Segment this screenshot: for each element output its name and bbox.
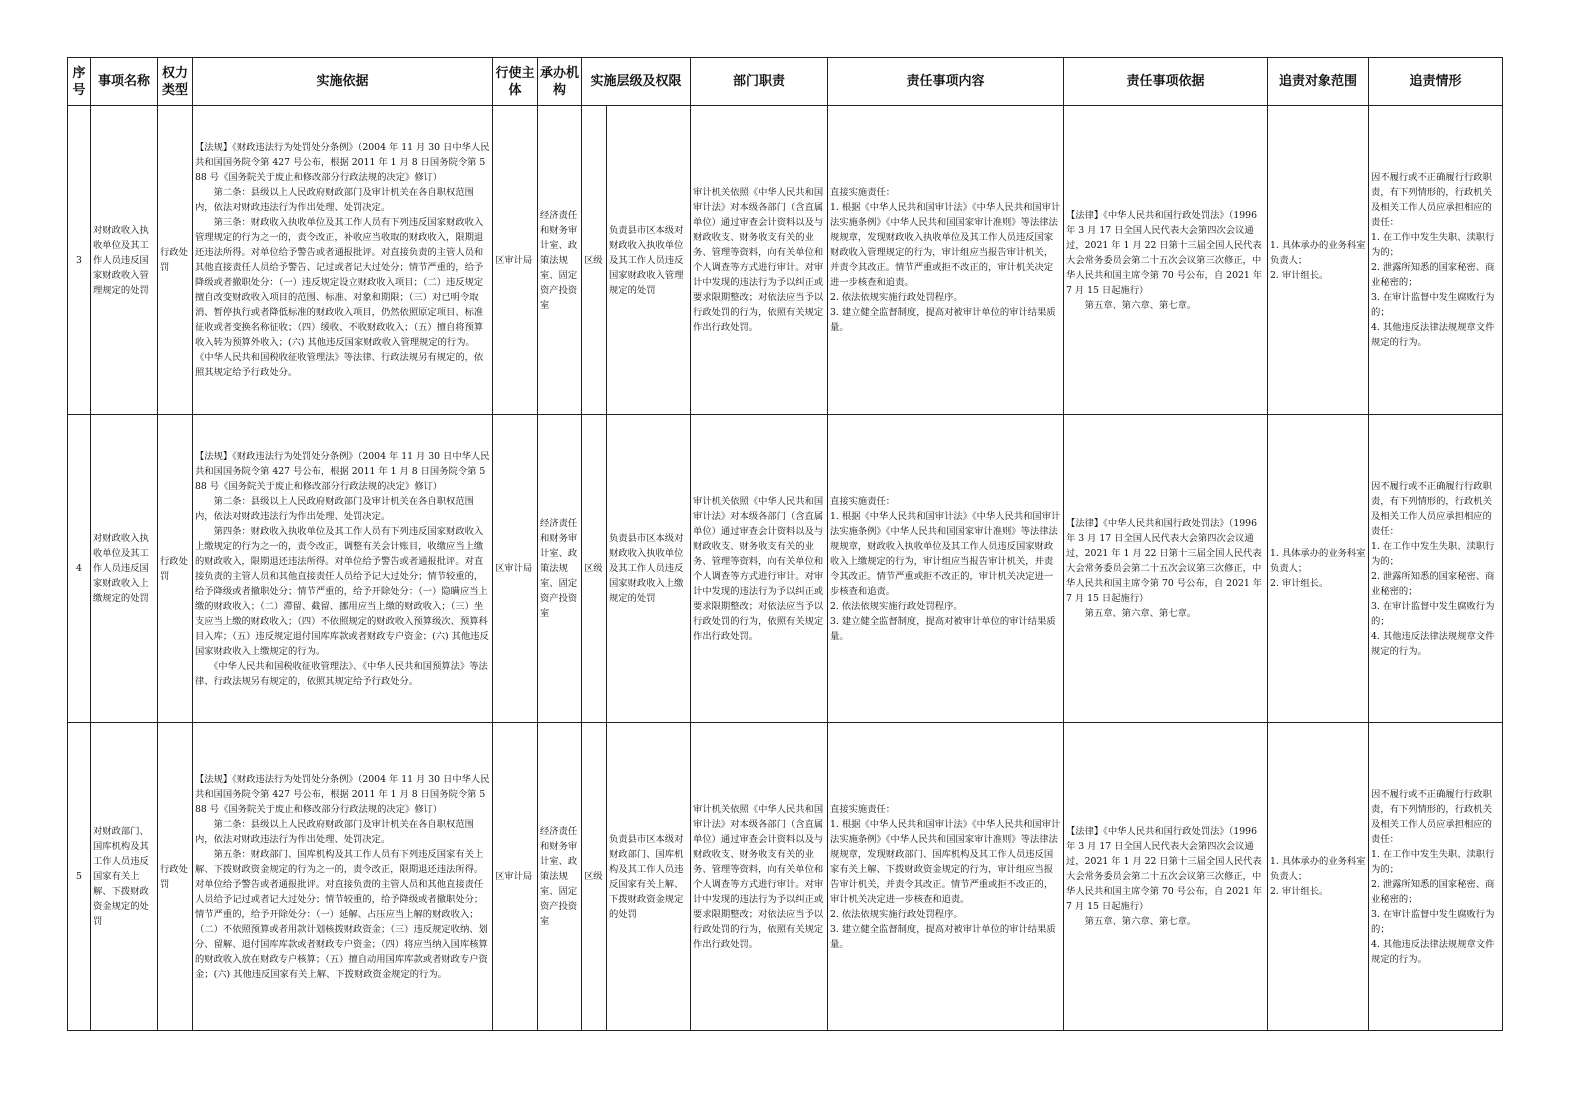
row-seq: 3 <box>68 106 91 415</box>
row-subject: 区审计局 <box>493 106 538 415</box>
resp-basis-line: 第五章、第六章、第七章。 <box>1066 608 1197 619</box>
situation-line: 因不履行或不正确履行行政职责，有下列情形的，行政机关及相关工作人员应承担相应的责任： <box>1371 172 1492 228</box>
row-dept: 经济责任和财务审计室、政策法规室、固定资产投资室 <box>538 415 582 723</box>
situation-line: 4. 其他违反法律法规规章文件规定的行为。 <box>1371 938 1495 965</box>
row-power-type: 行政处罚 <box>158 415 193 723</box>
scope-line: 2. 审计组长。 <box>1270 269 1329 281</box>
table-header-row <box>68 58 1503 106</box>
row-duty: 审计机关依照《中华人民共和国审计法》对本级各部门（含直属单位）通过审查会计资料以及与财政收支、财务收支有关的业务、管理等资料，向有关单位和个人调查等方式进行审计。对审计中发现的违法行为予以纠正或要求限期整改；对依法应当予以行政处罚的行为，依照有关规定作出行政处罚。 <box>691 723 828 1031</box>
resp-content-line: 3. 建立健全监督制度，提高对被审计单位的审计结果质量。 <box>830 307 1056 333</box>
basis-para: 《中华人民共和国税收征收管理法》等法律、行政法规另有规定的，依照其规定给予行政处分。 <box>195 352 484 378</box>
basis-para: 【法规】《财政违法行为处罚处分条例》（2004 年 11 月 30 日中华人民共和国国务院令第 427 号公布，根据 2011 年 1 月 8 日国务院令第 588 号《国务院关于废止和修改部分行政法规的决定》修订） <box>195 450 490 492</box>
header-basis: 实施依据 <box>193 58 493 106</box>
basis-para: 【法规】《财政违法行为处罚处分条例》（2004 年 11 月 30 日中华人民共和国国务院令第 427 号公布，根据 2011 年 1 月 8 日国务院令第 588 号《国务院关于废止和修改部分行政法规的决定》修订） <box>195 773 490 815</box>
row-authority: 负责县市区本级对财政收入执收单位及其工作人员违反国家财政收入上缴规定的处罚 <box>607 415 691 723</box>
row-power-type: 行政处罚 <box>158 723 193 1031</box>
row-subject: 区审计局 <box>493 723 538 1031</box>
basis-para: 第二条：县级以上人民政府财政部门及审计机关在各自职权范围内，依法对财政违法行为作出处理、处罚决定。 <box>195 495 474 522</box>
resp-content-line: 直接实施责任： <box>830 803 896 815</box>
resp-basis-line: 第五章、第六章、第七章。 <box>1066 916 1197 927</box>
power-list-table <box>67 57 1503 1031</box>
situation-line: 4. 其他违反法律法规规章文件规定的行为。 <box>1371 322 1495 348</box>
situation-line: 3. 在审计监督中发生腐败行为的； <box>1371 292 1495 318</box>
resp-content-line: 1. 根据《中华人民共和国审计法》《中华人民共和国审计法实施条例》《中华人民共和国国家审计准则》等法律法规规章，发现财政部门、国库机构及其工作人员违反国家有关上解、下拨财政资金规定的行为，审计组应当报告审计机关，并责令其改正。情节严重或拒不改正的，审计机关决定进一步核查和追责。 <box>830 818 1061 905</box>
row-resp-basis <box>1064 723 1268 1031</box>
row-seq: 4 <box>68 415 91 723</box>
resp-content-line: 2. 依法依规实施行政处罚程序。 <box>830 600 963 612</box>
basis-para: 【法规】《财政违法行为处罚处分条例》（2004 年 11 月 30 日中华人民共和国国务院令第 427 号公布，根据 2011 年 1 月 8 日国务院令第 588 号《国务院关于废止和修改部分行政法规的决定》修订） <box>195 142 490 183</box>
row-dept: 经济责任和财务审计室、政策法规室、固定资产投资室 <box>538 723 582 1031</box>
resp-basis-line: 【法律】《中华人民共和国行政处罚法》（1996 年 3 月 17 日全国人民代表大会第四次会议通过，2021 年 1 月 22 日第十三届全国人民代表大会常务委员会第二十五次会议第三次修正，中华人民共和国主席令第 70 号公布，自 2021 年 7 月 15 日起施行） <box>1066 209 1266 296</box>
row-scope <box>1268 106 1369 415</box>
resp-content-line: 直接实施责任： <box>830 187 896 198</box>
table-row <box>68 106 1503 415</box>
row-duty: 审计机关依照《中华人民共和国审计法》对本级各部门（含直属单位）通过审查会计资料以及与财政收支、财务收支有关的业务、管理等资料，向有关单位和个人调查等方式进行审计。对审计中发现的违法行为予以纠正或要求限期整改；对依法应当予以行政处罚的行为，依照有关规定作出行政处罚。 <box>691 106 828 415</box>
row-basis <box>193 106 493 415</box>
row-item-name: 对财政收入执收单位及其工作人员违反国家财政收入管理规定的处罚 <box>91 106 158 415</box>
resp-content-line: 1. 根据《中华人民共和国审计法》《中华人民共和国审计法实施条例》《中华人民共和国国家审计准则》等法律法规规章，发现财政收入执收单位及其工作人员违反国家财政收入管理规定的行为，审计组应当报告审计机关，并责令其改正。情节严重或拒不改正的，审计机关决定进一步核查和追责。 <box>830 202 1061 288</box>
resp-content-line: 3. 建立健全监督制度，提高对被审计单位的审计结果质量。 <box>830 923 1056 950</box>
row-basis <box>193 415 493 723</box>
scope-line: 2. 审计组长。 <box>1270 886 1329 897</box>
row-duty: 审计机关依照《中华人民共和国审计法》对本级各部门（含直属单位）通过审查会计资料以及与财政收支、财务收支有关的业务、管理等资料，向有关单位和个人调查等方式进行审计。对审计中发现的违法行为予以纠正或要求限期整改；对依法应当予以行政处罚的行为，依照有关规定作出行政处罚。 <box>691 415 828 723</box>
table-row <box>68 723 1503 1031</box>
row-subject: 区审计局 <box>493 415 538 723</box>
resp-basis-line: 【法律】《中华人民共和国行政处罚法》（1996 年 3 月 17 日全国人民代表大会第四次会议通过，2021 年 1 月 22 日第十三届全国人民代表大会常务委员会第二十五次会议第三次修正，中华人民共和国主席令第 70 号公布，自 2021 年 7 月 15 日起施行） <box>1066 826 1266 912</box>
row-dept: 经济责任和财务审计室、政策法规室、固定资产投资室 <box>538 106 582 415</box>
table-row <box>68 415 1503 723</box>
situation-line: 3. 在审计监督中发生腐败行为的； <box>1371 600 1495 627</box>
basis-para: 第二条：县级以上人民政府财政部门及审计机关在各自职权范围内，依法对财政违法行为作出处理、处罚决定。 <box>195 187 474 213</box>
header-power-type: 权力类型 <box>158 58 193 106</box>
row-power-type: 行政处罚 <box>158 106 193 415</box>
situation-line: 3. 在审计监督中发生腐败行为的； <box>1371 908 1495 935</box>
row-level: 区级 <box>582 415 607 723</box>
row-situation <box>1369 415 1503 723</box>
row-level: 区级 <box>582 106 607 415</box>
resp-basis-line: 【法律】《中华人民共和国行政处罚法》（1996 年 3 月 17 日全国人民代表大会第四次会议通过，2021 年 1 月 22 日第十三届全国人民代表大会常务委员会第二十五次会议第三次修正，中华人民共和国主席令第 70 号公布，自 2021 年 7 月 15 日起施行） <box>1066 518 1266 604</box>
basis-para: 第二条：县级以上人民政府财政部门及审计机关在各自职权范围内，依法对财政违法行为作出处理、处罚决定。 <box>195 818 474 845</box>
header-seq: 序号 <box>68 58 91 106</box>
row-resp-content <box>828 415 1064 723</box>
row-resp-basis <box>1064 106 1268 415</box>
row-resp-content <box>828 723 1064 1031</box>
situation-line: 1. 在工作中发生失职、渎职行为的； <box>1371 540 1495 567</box>
resp-content-line: 2. 依法依规实施行政处罚程序。 <box>830 292 963 303</box>
resp-content-line: 1. 根据《中华人民共和国审计法》《中华人民共和国审计法实施条例》《中华人民共和国国家审计准则》等法律法规规章，财政收入执收单位及其工作人员违反国家财政收入上缴规定的行为，审计组应当报告审计机关，并责令其改正。情节严重或拒不改正的，审计机关决定进一步核查和追责。 <box>830 510 1061 597</box>
resp-content-line: 3. 建立健全监督制度，提高对被审计单位的审计结果质量。 <box>830 615 1056 642</box>
header-item-name: 事项名称 <box>91 58 158 106</box>
situation-line: 1. 在工作中发生失职、渎职行为的； <box>1371 232 1495 258</box>
row-authority: 负责县市区本级对财政部门、国库机构及其工作人员违反国家有关上解、下拨财政资金规定的处罚 <box>607 723 691 1031</box>
situation-line: 因不履行或不正确履行行政职责，有下列情形的，行政机关及相关工作人员应承担相应的责任： <box>1371 788 1492 845</box>
resp-basis-line: 第五章、第六章、第七章。 <box>1066 299 1197 311</box>
header-situation: 追责情形 <box>1369 58 1503 106</box>
row-situation <box>1369 723 1503 1031</box>
row-item-name: 对财政收入执收单位及其工作人员违反国家财政收入上缴规定的处罚 <box>91 415 158 723</box>
basis-para: 《中华人民共和国税收征收管理法》、《中华人民共和国预算法》等法律、行政法规另有规定的，依照其规定给予行政处分。 <box>195 660 488 687</box>
row-resp-content <box>828 106 1064 415</box>
scope-line: 2. 审计组长。 <box>1270 578 1329 589</box>
header-resp-content: 责任事项内容 <box>828 58 1064 106</box>
situation-line: 2. 泄露所知悉的国家秘密、商业秘密的； <box>1371 262 1495 288</box>
row-level: 区级 <box>582 723 607 1031</box>
resp-content-line: 直接实施责任： <box>830 495 896 507</box>
row-resp-basis <box>1064 415 1268 723</box>
scope-line: 1. 具体承办的业务科室负责人； <box>1270 548 1366 574</box>
row-authority: 负责县市区本级对财政收入执收单位及其工作人员违反国家财政收入管理规定的处罚 <box>607 106 691 415</box>
resp-content-line: 2. 依法依规实施行政处罚程序。 <box>830 908 963 920</box>
scope-line: 1. 具体承办的业务科室负责人； <box>1270 239 1366 266</box>
row-seq: 5 <box>68 723 91 1031</box>
header-dept: 承办机构 <box>538 58 582 106</box>
situation-line: 1. 在工作中发生失职、渎职行为的； <box>1371 848 1495 875</box>
situation-line: 因不履行或不正确履行行政职责，有下列情形的，行政机关及相关工作人员应承担相应的责任： <box>1371 480 1492 537</box>
row-basis <box>193 723 493 1031</box>
header-subject: 行使主体 <box>493 58 538 106</box>
header-resp-basis: 责任事项依据 <box>1064 58 1268 106</box>
row-scope <box>1268 723 1369 1031</box>
row-item-name: 对财政部门、国库机构及其工作人员违反国家有关上解、下拨财政资金规定的处罚 <box>91 723 158 1031</box>
situation-line: 2. 泄露所知悉的国家秘密、商业秘密的； <box>1371 570 1495 597</box>
basis-para: 第三条：财政收入执收单位及其工作人员有下列违反国家财政收入管理规定的行为之一的，责令改正，补收应当收取的财政收入，限期退还违法所得。对单位给予警告或者通报批评。对直接负责的主管人员和其他直接责任人员给予警告、记过或者记大过处分；情节严重的，给予降级或者撤职处分：（一）违反规定设立财政收入项目；（二）违反规定擅自改变财政收入项目的范围、标准、对象和期限；（三）对已明令取消、暂停执行或者降低标准的财政收入项目，仍然依照原定项目、标准征收或者变换名称征收；（四）缓收、不收财政收入；（五）擅自将预算收入转为预算外收入；(六) 其他违反国家财政收入管理规定的行为。 <box>195 217 484 348</box>
situation-line: 4. 其他违反法律法规规章文件规定的行为。 <box>1371 630 1495 657</box>
header-duty: 部门职责 <box>691 58 828 106</box>
row-situation <box>1369 106 1503 415</box>
row-scope <box>1268 415 1369 723</box>
scope-line: 1. 具体承办的业务科室负责人； <box>1270 856 1366 882</box>
basis-para: 第五条：财政部门、国库机构及其工作人员有下列违反国家有关上解、下拨财政资金规定的行为之一的，责令改正，限期退还违法所得。对单位给予警告或者通报批评。对直接负责的主管人员和其他直接责任人员给予记过或者记大过处分；情节较重的，给予降级或者撤职处分；情节严重的，给予开除处分：（一）延解、占压应当上解的财政收入；（二）不依照预算或者用款计划核拨财政资金；（三）违反规定收纳、划分、留解、退付国库库款或者财政专户资金；（四）将应当纳入国库核算的财政收入放在财政专户核算；（五）擅自动用国库库款或者财政专户资金；(六) 其他违反国家有关上解、下拨财政资金规定的行为。 <box>195 848 488 980</box>
header-level: 实施层级及权限 <box>582 58 691 106</box>
situation-line: 2. 泄露所知悉的国家秘密、商业秘密的； <box>1371 878 1495 905</box>
header-scope: 追责对象范围 <box>1268 58 1369 106</box>
basis-para: 第四条：财政收入执收单位及其工作人员有下列违反国家财政收入上缴规定的行为之一的，责令改正，调整有关会计账目，收缴应当上缴的财政收入，限期退还违法所得。对单位给予警告或者通报批评。对直接负责的主管人员和其他直接责任人员给予记大过处分；情节较重的，给予降级或者撤职处分；情节严重的，给予开除处分：（一）隐瞒应当上缴的财政收入；（二）滞留、截留、挪用应当上缴的财政收入；（三）坐支应当上缴的财政收入；（四）不依照规定的财政收入预算级次、预算科目入库；（五）违反规定退付国库库款或者财政专户资金；(六) 其他违反国家财政收入上缴规定的行为。 <box>195 525 489 657</box>
